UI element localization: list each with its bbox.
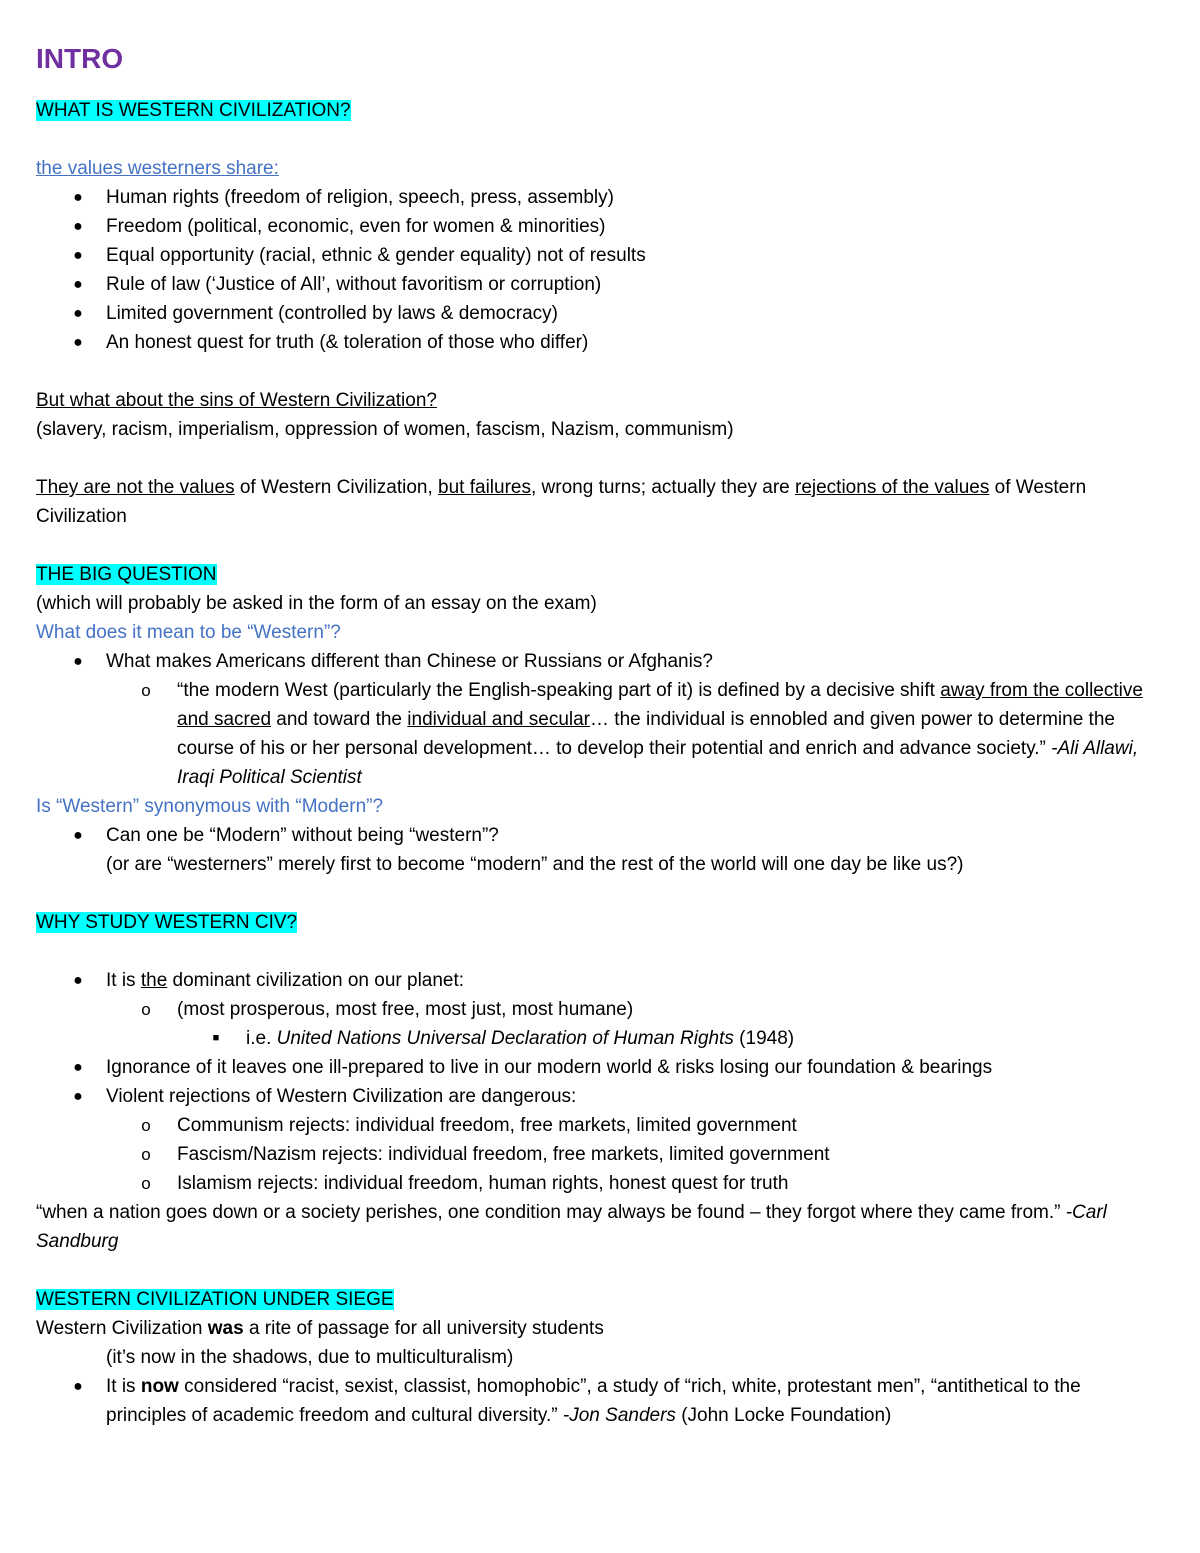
list-item: ● An honest quest for truth (& toleration of those who differ) <box>36 328 1164 357</box>
question-western: What does it mean to be “Western”? <box>36 622 341 643</box>
bullet-icon: ● <box>73 1059 83 1076</box>
bullet-icon: ● <box>73 827 83 844</box>
list-item: ● What makes Americans different than Chinese or Russians or Afghanis? <box>36 647 1164 676</box>
sandburg-quote: “when a nation goes down or a society perishes, one condition may always be found – they forgot where they came from.” -Carl Sandburg <box>36 1202 1107 1252</box>
list-item: o Communism rejects: individual freedom, free markets, limited government <box>36 1111 1164 1140</box>
section-heading-why-study: WHY STUDY WESTERN CIV? <box>36 912 298 933</box>
list-item: ● It is now considered “racist, sexist, classist, homophobic”, a study of “rich, white, protestant men”, “antithetical to the principles of academic freedom and cultural diversity.” -Jon Sanders (John Locke Foundation) <box>36 1372 1164 1430</box>
list-item: ● Equal opportunity (racial, ethnic & gender equality) not of results <box>36 241 1164 270</box>
section-heading-under-siege: WESTERN CIVILIZATION UNDER SIEGE <box>36 1289 394 1310</box>
list-item: ● Can one be “Modern” without being “western”? (or are “westerners” merely first to become “modern” and the rest of the world will one day be like us?) <box>36 821 1164 879</box>
square-bullet-icon: ■ <box>212 1032 220 1044</box>
bullet-icon: ● <box>73 972 83 989</box>
bullet-icon: ● <box>73 189 83 206</box>
values-list <box>36 183 1164 357</box>
list-item: o “the modern West (particularly the English-speaking part of it) is defined by a decisive shift away from the collective and sacred and toward the individual and secular… the individual is ennobled and given power to determine the course of his or her personal development… to develop their potential and enrich and advance society.” -Ali Allawi, Iraqi Political Scientist <box>36 676 1164 792</box>
list-item: ● Limited government (controlled by laws & democracy) <box>36 299 1164 328</box>
exam-note: (which will probably be asked in the form of an essay on the exam) <box>36 593 597 614</box>
list-item: ● Human rights (freedom of religion, speech, press, assembly) <box>36 183 1164 212</box>
bullet-icon: ● <box>73 276 83 293</box>
section-heading-what-is-western-civ: WHAT IS WESTERN CIVILIZATION? <box>36 100 351 121</box>
list-item: ● Rule of law (‘Justice of All’, without favoritism or corruption) <box>36 270 1164 299</box>
section-heading-big-question: THE BIG QUESTION <box>36 564 217 585</box>
values-subheading: the values westerners share: <box>36 158 279 179</box>
shadows-note: (it’s now in the shadows, due to multiculturalism) <box>106 1347 514 1368</box>
bullet-icon: ● <box>73 218 83 235</box>
bullet-icon: ● <box>73 247 83 264</box>
list-item: o (most prosperous, most free, most just, most humane) <box>36 995 1164 1024</box>
bullet-icon: ● <box>73 653 83 670</box>
list-item: o Islamism rejects: individual freedom, human rights, honest quest for truth <box>36 1169 1164 1198</box>
sins-question: But what about the sins of Western Civilization? <box>36 390 437 411</box>
bullet-icon: ● <box>73 305 83 322</box>
bullet-icon: ● <box>73 1378 83 1395</box>
circle-bullet-icon: o <box>141 1145 151 1164</box>
circle-bullet-icon: o <box>141 1174 151 1193</box>
circle-bullet-icon: o <box>141 681 151 700</box>
list-item: o Fascism/Nazism rejects: individual freedom, free markets, limited government <box>36 1140 1164 1169</box>
rite-of-passage: Western Civilization was a rite of passage for all university students <box>36 1318 604 1339</box>
sins-answer: They are not the values of Western Civilization, but failures, wrong turns; actually they are rejections of the values of Western Civilization <box>36 477 1087 527</box>
list-item: ● Ignorance of it leaves one ill-prepared to live in our modern world & risks losing our foundation & bearings <box>36 1053 1164 1082</box>
circle-bullet-icon: o <box>141 1116 151 1135</box>
sins-list: (slavery, racism, imperialism, oppression of women, fascism, Nazism, communism) <box>36 419 734 440</box>
bullet-icon: ● <box>73 1088 83 1105</box>
list-item: ● It is the dominant civilization on our planet: <box>36 966 1164 995</box>
circle-bullet-icon: o <box>141 1000 151 1019</box>
bullet-icon: ● <box>73 334 83 351</box>
list-item: ● Freedom (political, economic, even for women & minorities) <box>36 212 1164 241</box>
document-title: INTRO <box>36 43 124 74</box>
list-item: ● Violent rejections of Western Civilization are dangerous: <box>36 1082 1164 1111</box>
list-item: ■ i.e. United Nations Universal Declaration of Human Rights (1948) <box>36 1024 1164 1053</box>
question-modern: Is “Western” synonymous with “Modern”? <box>36 796 384 817</box>
